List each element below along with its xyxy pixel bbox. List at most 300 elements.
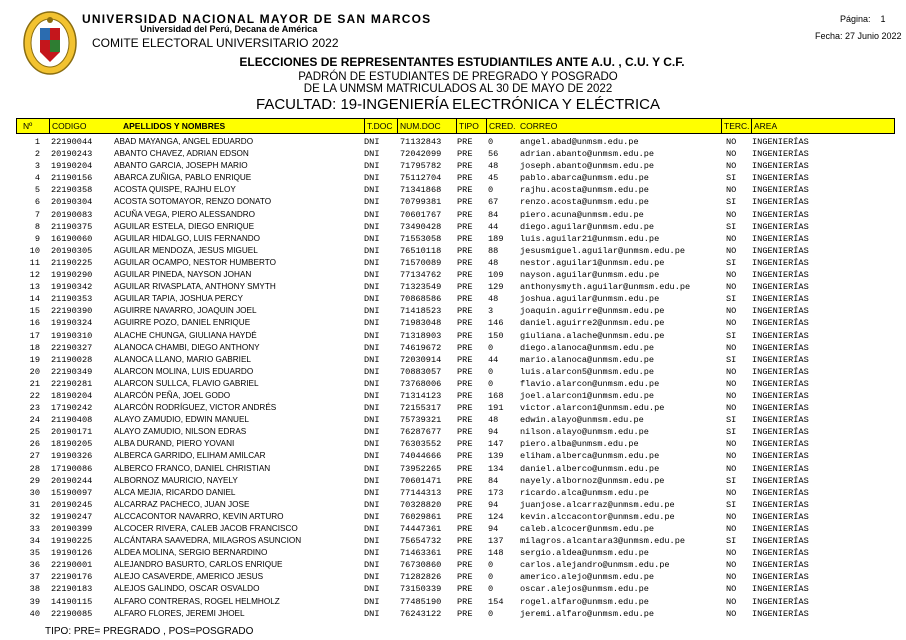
cell-third: SI (726, 415, 737, 426)
committee-name: COMITE ELECTORAL UNIVERSITARIO 2022 (92, 36, 339, 50)
cell-number: 28 (29, 463, 40, 474)
cell-doc-number: 76243122 (400, 608, 442, 619)
cell-third: SI (726, 257, 737, 268)
cell-doc-type: DNI (364, 318, 380, 329)
col-header-doc-number: NUM.DOC (397, 119, 457, 133)
cell-doc-number: 71418523 (400, 306, 442, 317)
cell-third: NO (726, 233, 737, 244)
cell-email: americo.alejo@unmsm.edu.pe (520, 572, 655, 583)
cell-area: INGENIERÍAS (752, 221, 809, 232)
col-header-number: Nº (23, 121, 33, 131)
table-row (16, 209, 896, 221)
cell-type: PRE (457, 270, 473, 281)
cell-email: giuliana.alache@unmsm.edu.pe (520, 330, 665, 341)
cell-number: 13 (29, 282, 40, 293)
cell-number: 39 (29, 596, 40, 607)
cell-number: 19 (29, 354, 40, 365)
table-row (16, 160, 896, 172)
cell-name: ALARCON MOLINA, LUIS EDUARDO (114, 366, 254, 376)
cell-name: ALANOCA LLANO, MARIO GABRIEL (114, 354, 251, 364)
cell-type: PRE (457, 257, 473, 268)
cell-doc-number: 76510118 (400, 245, 442, 256)
cell-number: 21 (29, 378, 40, 389)
cell-email: mario.alanoca@unmsm.edu.pe (520, 354, 655, 365)
cell-credits: 147 (488, 439, 504, 450)
cell-area: INGENIERÍAS (752, 475, 809, 486)
document-title: ELECCIONES DE REPRESENTANTES ESTUDIANTILES ANTE A.U. , C.U. Y C.F. (239, 55, 685, 69)
cell-doc-type: DNI (364, 596, 380, 607)
cell-number: 5 (34, 185, 40, 196)
cell-code: 19190247 (51, 511, 93, 522)
cell-third: SI (726, 294, 737, 305)
col-header-third: TERC. (721, 119, 751, 133)
cell-number: 32 (29, 511, 40, 522)
cell-doc-number: 71983048 (400, 318, 442, 329)
cell-number: 17 (29, 330, 40, 341)
cell-doc-type: DNI (364, 499, 380, 510)
cell-code: 15190097 (51, 487, 93, 498)
cell-area: INGENIERÍAS (752, 342, 809, 353)
cell-doc-type: DNI (364, 149, 380, 160)
cell-area: INGENIERÍAS (752, 608, 809, 619)
cell-name: AGUILAR OCAMPO, NESTOR HUMBERTO (114, 257, 276, 267)
cell-name: ALBERCA GARRIDO, ELIHAM AMILCAR (114, 451, 266, 461)
cell-email: joseph.abanto@unmsm.edu.pe (520, 161, 655, 172)
cell-area: INGENIERÍAS (752, 270, 809, 281)
cell-area: INGENIERÍAS (752, 209, 809, 220)
cell-doc-type: DNI (364, 306, 380, 317)
cell-number: 6 (34, 197, 40, 208)
cell-email: caleb.alcocer@unmsm.edu.pe (520, 524, 655, 534)
cell-area: INGENIERÍAS (752, 584, 809, 595)
table-row (16, 148, 896, 160)
page-number: 1 (880, 14, 886, 24)
table-row (16, 487, 896, 499)
table-row (16, 463, 896, 475)
table-row (16, 184, 896, 196)
cell-name: ALCARRAZ PACHECO, JUAN JOSE (114, 499, 250, 509)
col-header-doc-type: T.DOC (364, 119, 396, 133)
cell-credits: 139 (488, 451, 504, 462)
document-date: Fecha: 27 Junio 2022 (815, 31, 902, 41)
cell-name: ACOSTA QUISPE, RAJHU ELOY (114, 185, 236, 195)
col-header-credits: CRED. (486, 119, 518, 133)
cell-area: INGENIERÍAS (752, 403, 809, 414)
cell-number: 8 (34, 221, 40, 232)
cell-name: ALANOCA CHAMBI, DIEGO ANTHONY (114, 342, 260, 352)
cell-doc-number: 73952265 (400, 463, 442, 474)
cell-credits: 0 (488, 572, 494, 583)
cell-third: NO (726, 596, 737, 607)
cell-type: PRE (457, 390, 473, 401)
cell-type: PRE (457, 475, 473, 486)
cell-doc-number: 74447361 (400, 524, 442, 534)
cell-doc-number: 75654732 (400, 536, 442, 547)
cell-third: NO (726, 378, 737, 389)
cell-credits: 191 (488, 403, 504, 414)
cell-credits: 109 (488, 270, 504, 281)
cell-number: 36 (29, 560, 40, 571)
cell-number: 7 (34, 209, 40, 220)
cell-area: INGENIERÍAS (752, 137, 809, 147)
cell-doc-number: 71463361 (400, 548, 442, 559)
cell-code: 17190086 (51, 463, 93, 474)
cell-third: NO (726, 209, 737, 220)
cell-third: NO (726, 185, 737, 196)
cell-email: anthonysmyth.aguilar@unmsm.edu.pe (520, 282, 691, 293)
cell-name: ALBA DURAND, PIERO YOVANI (114, 439, 235, 449)
cell-credits: 168 (488, 390, 504, 401)
cell-third: NO (726, 572, 737, 583)
cell-third: NO (726, 342, 737, 353)
cell-third: NO (726, 608, 737, 619)
cell-third: NO (726, 149, 737, 160)
cell-name: ALFARO FLORES, JEREMI JHOEL (114, 608, 245, 618)
cell-email: renzo.acosta@unmsm.edu.pe (520, 197, 649, 208)
cell-area: INGENIERÍAS (752, 487, 809, 498)
cell-third: NO (726, 390, 737, 401)
cell-number: 25 (29, 427, 40, 438)
cell-number: 24 (29, 415, 40, 426)
cell-area: INGENIERÍAS (752, 233, 809, 244)
cell-email: eliham.alberca@unmsm.edu.pe (520, 451, 660, 462)
cell-doc-type: DNI (364, 390, 380, 401)
cell-area: INGENIERÍAS (752, 548, 809, 559)
cell-type: PRE (457, 294, 473, 305)
table-row (16, 330, 896, 342)
table-row (16, 196, 896, 208)
cell-third: SI (726, 197, 737, 208)
cell-name: AGUILAR RIVASPLATA, ANTHONY SMYTH (114, 282, 276, 292)
cell-third: SI (726, 536, 737, 547)
cell-name: ALBERCO FRANCO, DANIEL CHRISTIAN (114, 463, 271, 473)
cell-code: 21190028 (51, 354, 93, 365)
cell-credits: 44 (488, 354, 499, 365)
cell-doc-type: DNI (364, 197, 380, 208)
cell-doc-number: 72042099 (400, 149, 442, 160)
cell-area: INGENIERÍAS (752, 245, 809, 256)
cell-name: ALARCON SULLCA, FLAVIO GABRIEL (114, 378, 259, 388)
cell-doc-number: 71341868 (400, 185, 442, 196)
cell-name: ALAYO ZAMUDIO, NILSON EDRAS (114, 427, 247, 437)
cell-name: ALBORNOZ MAURICIO, NAYELY (114, 475, 238, 485)
cell-number: 40 (29, 608, 40, 619)
cell-credits: 48 (488, 415, 499, 426)
cell-area: INGENIERÍAS (752, 149, 809, 160)
table-row (16, 221, 896, 233)
cell-code: 22190390 (51, 306, 93, 317)
cell-doc-number: 71553058 (400, 233, 442, 244)
cell-doc-type: DNI (364, 427, 380, 438)
cell-type: PRE (457, 161, 473, 172)
cell-email: sergio.aldea@unmsm.edu.pe (520, 548, 649, 559)
cell-type: PRE (457, 415, 473, 426)
cell-credits: 137 (488, 536, 504, 547)
cell-code: 21190375 (51, 221, 93, 232)
cell-credits: 0 (488, 366, 494, 377)
cell-name: ALCÁNTARA SAAVEDRA, MILAGROS ASUNCION (114, 536, 302, 546)
cell-doc-number: 77144313 (400, 487, 442, 498)
cell-name: AGUILAR PINEDA, NAYSON JOHAN (114, 270, 252, 280)
table-row (16, 523, 896, 535)
cell-credits: 148 (488, 548, 504, 559)
table-row (16, 342, 896, 354)
cell-email: rajhu.acosta@unmsm.edu.pe (520, 185, 649, 196)
cell-email: nayely.albornoz@unmsm.edu.pe (520, 475, 665, 486)
cell-email: flavio.alarcon@unmsm.edu.pe (520, 378, 660, 389)
cell-area: INGENIERÍAS (752, 427, 809, 438)
cell-name: ACUÑA VEGA, PIERO ALESSANDRO (114, 209, 256, 219)
cell-area: INGENIERÍAS (752, 318, 809, 329)
cell-email: jeremi.alfaro@unmsm.edu.pe (520, 608, 655, 619)
cell-code: 14190115 (51, 596, 93, 607)
cell-third: NO (726, 524, 737, 534)
cell-number: 16 (29, 318, 40, 329)
cell-code: 22190281 (51, 378, 93, 389)
cell-doc-type: DNI (364, 415, 380, 426)
table-row (16, 414, 896, 426)
cell-number: 26 (29, 439, 40, 450)
cell-doc-type: DNI (364, 137, 380, 147)
cell-third: NO (726, 487, 737, 498)
cell-area: INGENIERÍAS (752, 173, 809, 184)
cell-area: INGENIERÍAS (752, 257, 809, 268)
cell-type: PRE (457, 439, 473, 450)
cell-name: ALCCACONTOR NAVARRO, KEVIN ARTURO (114, 511, 284, 521)
cell-name: ALCOCER RIVERA, CALEB JACOB FRANCISCO (114, 524, 298, 533)
cell-doc-type: DNI (364, 378, 380, 389)
cell-name: AGUIRRE POZO, DANIEL ENRIQUE (114, 318, 251, 328)
footer-legend: TIPO: PRE= PREGRADO , POS=POSGRADO (45, 626, 254, 637)
table-row (16, 269, 896, 281)
document-subtitle: PADRÓN DE ESTUDIANTES DE PREGRADO Y POSGRADO (298, 71, 618, 83)
cell-name: ALCA MEJIA, RICARDO DANIEL (114, 487, 236, 497)
cell-code: 18190205 (51, 439, 93, 450)
cell-number: 2 (34, 149, 40, 160)
cell-number: 1 (34, 137, 40, 147)
cell-type: PRE (457, 366, 473, 377)
cell-doc-number: 70799381 (400, 197, 442, 208)
cell-name: ACOSTA SOTOMAYOR, RENZO DONATO (114, 197, 272, 207)
cell-email: ricardo.alca@unmsm.edu.pe (520, 487, 649, 498)
cell-doc-type: DNI (364, 209, 380, 220)
table-row (16, 136, 896, 148)
cell-credits: 94 (488, 499, 499, 510)
cell-area: INGENIERÍAS (752, 499, 809, 510)
cell-doc-type: DNI (364, 536, 380, 547)
cell-code: 21190156 (51, 173, 93, 184)
cell-email: juanjose.alcarraz@unmsm.edu.pe (520, 499, 675, 510)
cell-area: INGENIERÍAS (752, 197, 809, 208)
col-header-name: APELLIDOS Y NOMBRES (123, 121, 226, 131)
cell-code: 22190001 (51, 560, 93, 571)
col-header-type: TIPO (456, 119, 486, 133)
cell-code: 19190204 (51, 161, 93, 172)
cell-area: INGENIERÍAS (752, 330, 809, 341)
cell-doc-type: DNI (364, 475, 380, 486)
cell-number: 15 (29, 306, 40, 317)
cell-credits: 129 (488, 282, 504, 293)
cell-code: 18190204 (51, 390, 93, 401)
cell-doc-type: DNI (364, 366, 380, 377)
cell-code: 19190342 (51, 282, 93, 293)
cell-name: ALFARO CONTRERAS, ROGEL HELMHOLZ (114, 596, 280, 606)
cell-number: 38 (29, 584, 40, 595)
cell-type: PRE (457, 536, 473, 547)
cell-doc-type: DNI (364, 451, 380, 462)
table-row (16, 547, 896, 559)
cell-doc-number: 72155317 (400, 403, 442, 414)
cell-credits: 0 (488, 342, 494, 353)
cell-code: 19190225 (51, 536, 93, 547)
cell-code: 16190060 (51, 233, 93, 244)
cell-third: NO (726, 270, 737, 281)
cell-type: PRE (457, 451, 473, 462)
cell-type: PRE (457, 572, 473, 583)
cell-type: PRE (457, 330, 473, 341)
cell-email: daniel.alberco@unmsm.edu.pe (520, 463, 660, 474)
cell-email: jesusmiguel.aguilar@unmsm.edu.pe (520, 245, 686, 256)
col-header-code: CODIGO (49, 119, 123, 133)
cell-doc-number: 71318903 (400, 330, 442, 341)
cell-credits: 154 (488, 596, 504, 607)
cell-type: PRE (457, 403, 473, 414)
cell-doc-type: DNI (364, 403, 380, 414)
cell-credits: 134 (488, 463, 504, 474)
cell-area: INGENIERÍAS (752, 161, 809, 172)
page-label: Página: (840, 14, 871, 24)
cell-credits: 150 (488, 330, 504, 341)
cell-area: INGENIERÍAS (752, 294, 809, 305)
cell-name: AGUILAR MENDOZA, JESUS MIGUEL (114, 245, 258, 255)
cell-type: PRE (457, 137, 473, 147)
cell-credits: 94 (488, 524, 499, 534)
cell-email: oscar.alejos@unmsm.edu.pe (520, 584, 649, 595)
cell-area: INGENIERÍAS (752, 415, 809, 426)
cell-doc-number: 73150339 (400, 584, 442, 595)
faculty-title: FACULTAD: 19-INGENIERÍA ELECTRÓNICA Y ELÉCTRICA (256, 96, 660, 113)
cell-email: nayson.aguilar@unmsm.edu.pe (520, 270, 660, 281)
cell-code: 20190243 (51, 149, 93, 160)
cell-number: 3 (34, 161, 40, 172)
cell-third: SI (726, 330, 737, 341)
table-row (16, 450, 896, 462)
cell-doc-type: DNI (364, 354, 380, 365)
cell-email: milagros.alcantara3@unmsm.edu.pe (520, 536, 686, 547)
cell-email: piero.alba@unmsm.edu.pe (520, 439, 639, 450)
cell-credits: 48 (488, 294, 499, 305)
cell-code: 19190326 (51, 451, 93, 462)
cell-doc-number: 75739321 (400, 415, 442, 426)
cell-third: NO (726, 282, 737, 293)
cell-area: INGENIERÍAS (752, 390, 809, 401)
cell-number: 33 (29, 524, 40, 534)
table-row (16, 583, 896, 595)
cell-area: INGENIERÍAS (752, 354, 809, 365)
cell-number: 29 (29, 475, 40, 486)
cell-doc-type: DNI (364, 524, 380, 534)
cell-doc-type: DNI (364, 584, 380, 595)
cell-doc-number: 76029861 (400, 511, 442, 522)
table-row (16, 559, 896, 571)
cell-credits: 0 (488, 608, 494, 619)
table-row (16, 378, 896, 390)
cell-doc-number: 73490428 (400, 221, 442, 232)
cell-credits: 56 (488, 149, 499, 160)
cell-number: 27 (29, 451, 40, 462)
cell-area: INGENIERÍAS (752, 306, 809, 317)
col-header-area: AREA (751, 119, 891, 133)
cell-area: INGENIERÍAS (752, 185, 809, 196)
cell-doc-type: DNI (364, 221, 380, 232)
cell-name: ABANTO CHAVEZ, ADRIAN EDSON (114, 149, 249, 159)
cell-email: joaquin.aguirre@unmsm.edu.pe (520, 306, 665, 317)
cell-type: PRE (457, 173, 473, 184)
cell-credits: 48 (488, 257, 499, 268)
cell-email: piero.acuna@unmsm.edu.pe (520, 209, 644, 220)
cell-name: AGUILAR ESTELA, DIEGO ENRIQUE (114, 221, 255, 231)
cell-type: PRE (457, 378, 473, 389)
cell-type: PRE (457, 342, 473, 353)
cell-code: 17190242 (51, 403, 93, 414)
cell-code: 20190304 (51, 197, 93, 208)
cell-code: 22190349 (51, 366, 93, 377)
cell-doc-number: 75112704 (400, 173, 442, 184)
cell-doc-type: DNI (364, 572, 380, 583)
cell-doc-type: DNI (364, 608, 380, 619)
table-row (16, 233, 896, 245)
cell-number: 37 (29, 572, 40, 583)
cell-credits: 0 (488, 584, 494, 595)
cell-number: 31 (29, 499, 40, 510)
document-subtitle-date: DE LA UNMSM MATRICULADOS AL 30 DE MAYO DE 2022 (303, 83, 613, 95)
cell-doc-number: 71570089 (400, 257, 442, 268)
cell-doc-type: DNI (364, 548, 380, 559)
cell-number: 10 (29, 245, 40, 256)
cell-number: 18 (29, 342, 40, 353)
col-header-email: CORREO (520, 121, 558, 131)
cell-type: PRE (457, 197, 473, 208)
cell-name: ALACHE CHUNGA, GIULIANA HAYDÉ (114, 330, 257, 340)
cell-third: SI (726, 354, 737, 365)
cell-credits: 48 (488, 161, 499, 172)
cell-credits: 146 (488, 318, 504, 329)
student-table-body (16, 136, 896, 620)
university-name: UNIVERSIDAD NACIONAL MAYOR DE SAN MARCOS (82, 12, 432, 26)
cell-third: SI (726, 173, 737, 184)
cell-doc-number: 77134762 (400, 270, 442, 281)
cell-email: carlos.alejandro@unmsm.edu.pe (520, 560, 670, 571)
cell-email: daniel.aguirre2@unmsm.edu.pe (520, 318, 665, 329)
cell-third: SI (726, 221, 737, 232)
cell-doc-number: 71282826 (400, 572, 442, 583)
cell-email: joel.alarcon1@unmsm.edu.pe (520, 390, 655, 401)
cell-doc-number: 74044666 (400, 451, 442, 462)
cell-third: SI (726, 475, 737, 486)
cell-code: 20190245 (51, 499, 93, 510)
cell-doc-type: DNI (364, 173, 380, 184)
cell-email: adrian.abanto@unmsm.edu.pe (520, 149, 655, 160)
cell-third: SI (726, 499, 737, 510)
table-row (16, 317, 896, 329)
cell-type: PRE (457, 548, 473, 559)
cell-number: 4 (34, 173, 40, 184)
table-row (16, 511, 896, 523)
cell-code: 20190305 (51, 245, 93, 256)
table-row (16, 571, 896, 583)
cell-doc-number: 71314123 (400, 390, 442, 401)
cell-name: ALARCÓN RODRÍGUEZ, VICTOR ANDRÉS (114, 403, 277, 413)
